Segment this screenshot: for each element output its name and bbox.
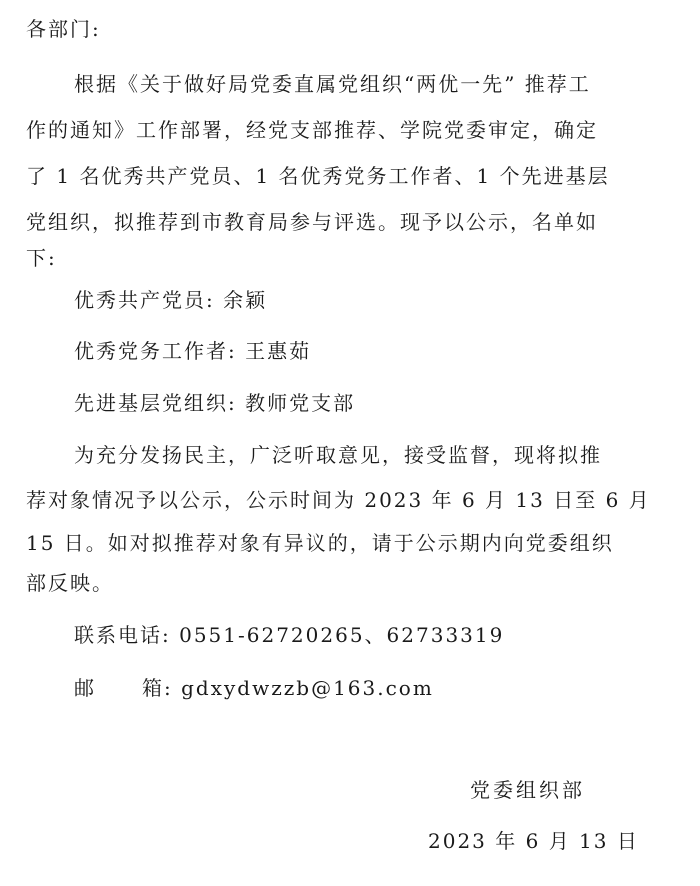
nominee-worker: 优秀党务工作者: 王惠茹 bbox=[74, 339, 312, 363]
signature-date: 2023 年 6 月 13 日 bbox=[428, 829, 639, 853]
contact-email bbox=[74, 673, 434, 703]
paragraph2-line2: 荐对象情况予以公示，公示时间为 2023 年 6 月 13 日至 6 月 bbox=[26, 488, 651, 512]
paragraph2-line3: 15 日。如对拟推荐对象有异议的，请于公示期内向党委组织 bbox=[26, 531, 614, 555]
nominee-organization: 先进基层党组织: 教师党支部 bbox=[74, 391, 356, 415]
nominee-member: 优秀共产党员: 余颖 bbox=[74, 288, 268, 312]
salutation: 各部门: bbox=[26, 17, 101, 41]
paragraph2-line1: 为充分发扬民主，广泛听取意见，接受监督，现将拟推 bbox=[74, 443, 602, 467]
paragraph1-line5: 下: bbox=[26, 246, 57, 270]
email-label-first: 邮 bbox=[74, 676, 96, 700]
signature-department: 党委组织部 bbox=[470, 778, 585, 802]
paragraph1-line2: 作的通知》工作部署，经党支部推荐、学院党委审定，确定 bbox=[26, 118, 598, 142]
paragraph1-line3: 了 1 名优秀共产党员、1 名优秀党务工作者、1 个先进基层 bbox=[26, 164, 610, 188]
paragraph2-line4: 部反映。 bbox=[26, 571, 114, 595]
email-label-rest: 箱: gdxydwzzb@163.com bbox=[142, 676, 434, 700]
contact-phone: 联系电话: 0551-62720265、62733319 bbox=[74, 623, 505, 647]
paragraph1-line4: 党组织，拟推荐到市教育局参与评选。现予以公示，名单如 bbox=[26, 210, 598, 234]
paragraph1-line1: 根据《关于做好局党委直属党组织“两优一先” 推荐工 bbox=[74, 72, 591, 96]
